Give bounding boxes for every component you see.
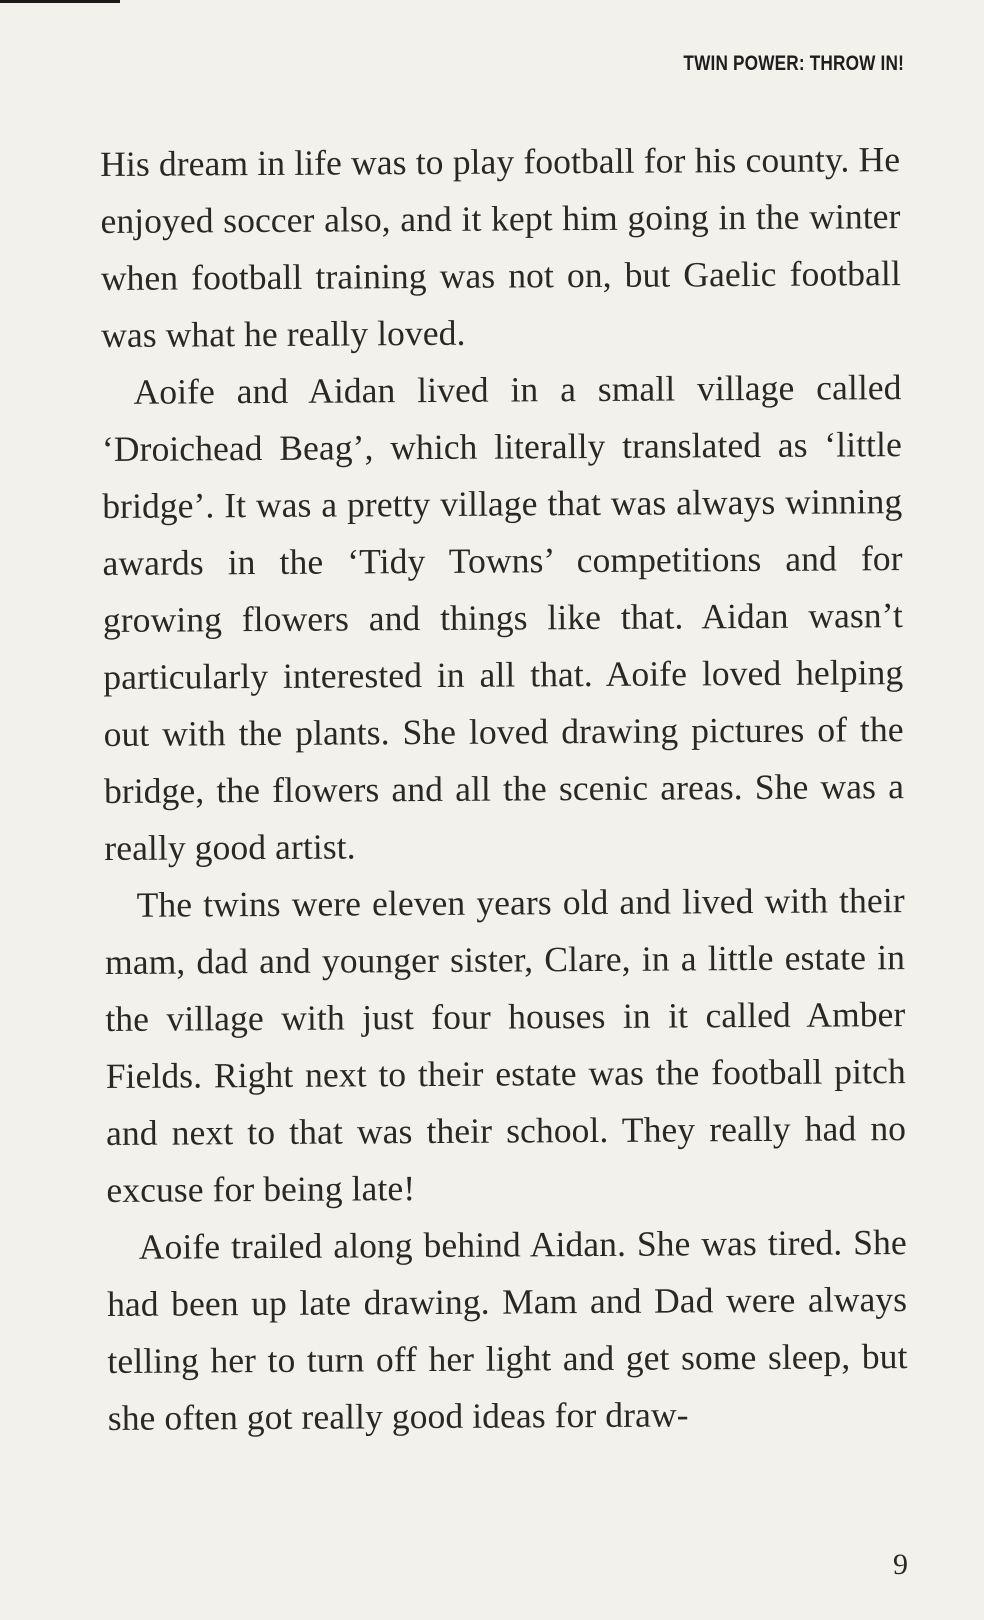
body-text bbox=[100, 131, 908, 1447]
page-edge-shadow bbox=[0, 0, 120, 3]
page-number: 9 bbox=[893, 1548, 908, 1581]
running-head: TWIN POWER: THROW IN! bbox=[683, 52, 904, 75]
paragraph-2: Aoife and Aidan lived in a small village called ‘Droichead Beag’, which literally translated as ‘little bridge’. It was a pretty village that was always winning awards in the ‘Tidy Towns’ competitions and for growing flowers and things like that. Aidan wasn’t particularly interested in all that. Aoife loved helping out with the plants. She loved drawing pictures of the bridge, the flowers and all the scenic areas. She was a really good artist. bbox=[101, 367, 905, 868]
paragraph-3: The twins were eleven years old and lived with their mam, dad and younger sister, Clare, in a little estate in the village with just four houses in it called Amber Fields. Right next to their estate was the football pitch and next to that was their school. They really had no excuse for being late! bbox=[104, 880, 907, 1210]
paragraph-1: His dream in life was to play football for his county. He enjoyed soccer also, and it kept him going in the winter when football training was not on, but Gaelic football was what he really loved. bbox=[100, 139, 901, 355]
paragraph-4: Aoife trailed along behind Aidan. She was tired. She had been up late drawing. Mam and Dad were always telling her to turn off her light and get some sleep, but she often got really good ideas for draw- bbox=[107, 1222, 908, 1438]
